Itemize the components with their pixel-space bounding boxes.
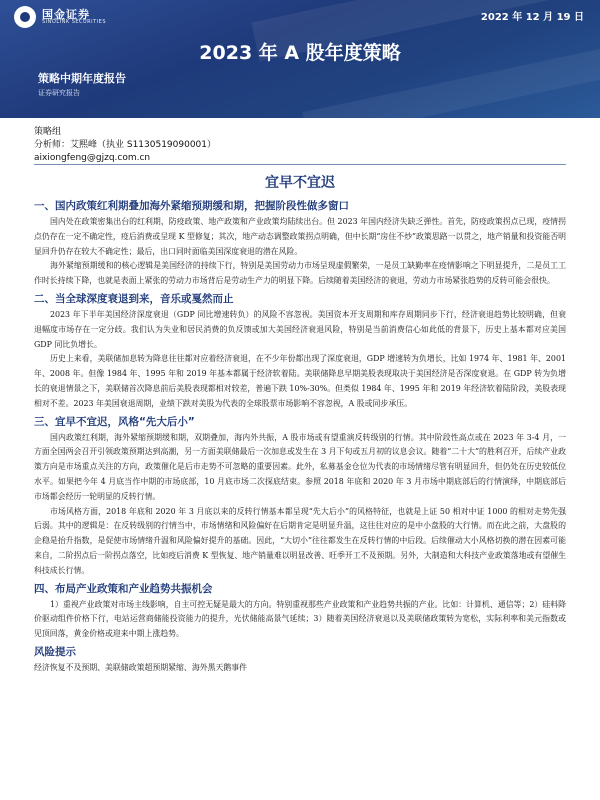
paragraph: 海外紧缩预期缓和的核心逻辑是美国经济的持续下行，特别是美国劳动力市场呈现虚假繁荣，一是员工缺勤率在疫情影响之下明显提升，二是员工工作时长持续下降，也就是表面上紧张的劳动力市场背后是劳动生产力的明显下降。后续随着美国经济的衰退，劳动力市场紧张趋势的反转可能会很快。 [34,261,566,286]
logo-english-name: SINOLINK SECURITIES [42,19,106,26]
risk-heading: 风险提示 [34,645,76,658]
logo-name: 国金证券 [42,7,90,21]
section-heading: 一、国内政策红利期叠加海外紧缩预期缓和期，把握阶段性做多窗口 [34,200,349,212]
paragraph: 2023 年下半年美国经济深度衰退（GDP 同比增速转负）的风险不容忽视。美国资本开支周期和库存周期同步下行，经济衰退趋势比较明确，但衰退幅度市场存在一定分歧。我们认为失业和居民消费的负反馈或加大美国经济衰退风险，特别是当前消费信心如此低的背景下，历史上基本都对应美国 GDP 同比负增长。 [34,309,566,349]
paragraph: 国内政策红利期，海外紧缩预期缓和期，双期叠加，海内外共振，A 股市场或有望重演反转级别的行情。其中阶段性高点或在 2023 年 3-4 月，一方面全国两会召开引领政策预期达到高潮，另一方面美联储最后一次加息或发生在 3 月下旬或五月初的议息会议。随着“二十大”的胜利召开，后续产业政策方向是市场重点关注的方向，政策催化是后市走势不可忽略的重要因素。此外，私募基金仓位为代表的市场情绪尽管有明显回升，但仍处在历史较低位水平。如果把今年 4 月底当作中期的市场底部，10 月底市场二次探底结束。参照 2018 年底和 2020 年 3 月市场中期底部后的行情演绎，中期底部后市场都会经历一轮明显的反转行情。 [34,432,566,501]
report-category: 证券研究报告 [38,89,80,97]
paragraph: 历史上来看，美联储加息转为降息往往都对应着经济衰退，在不少年份都出现了深度衰退，GDP 增速转为负增长，比如 1974 年、1981 年、2001 年、2008 年。但像 1984 年、1995 年和 2019 年基本都属于经济软着陆。美联储降息早期美股表现取决于美国经济是否深度衰退。在 GDP 转为负增长的衰退情景之下，美联储首次降息前后美股表现都相对较差，普遍下跌 10%-30%。但类似 1984 年、1995 年和 2019 年经济软着陆阶段，美股表现相对不差。2023 年美国衰退周期，业绩下跌对美股为代表的全球股票市场影响不容忽视，A 股或同步承压。 [34,354,566,408]
divider [34,164,566,165]
analyst-info: 分析师：艾熙峰（执业 S1130519090001） [34,140,217,150]
team-name: 策略组 [34,127,62,137]
paragraph: 市场风格方面，2018 年底和 2020 年 3 月底以来的反转行情基本都呈现“先大后小”的风格特征，也就是上证 50 相对中证 1000 的相对走势先强后弱。其中的逻辑是：在反转级别的行情当中，市场情绪和风险偏好在后期肯定是明显升温，这往往对应的是中小盘股的大行情。而在此之前，大盘股的企稳是抬升指数，是促使市场情绪升温和风险偏好提升的基础。因此，“大切小”往往都发生在反转行情的中后段。后续催动大小风格切换的潜在因素可能来自，二阶拐点后一阶拐点落空，比如疫后消费 K 型恢复、地产销量难以明显改善、旺季开工不及预期。另外，大制造和大科技产业政策落地或有望催生科技成长行情。 [34,506,566,575]
paragraph: 国内处在政策密集出台的红利期，防疫政策、地产政策和产业政策均陆续出台。但 2023 年国内经济失缺乏弹性。首先，防疫政策拐点已现，疫情拐点仍存在一定不确定性，疫后消费或呈现 K 型修复；其次，地产动态调整政策拐点明确，但中长期“房住不炒”政策思路一以贯之，地产销量和投资能否明显回升仍存在较大不确定性；最后，出口同时面临美国深度衰退的潜在风险。 [34,217,566,256]
paragraph: 1）重视产业政策对市场主线影响，自主可控无疑是最大的方向。特别重视那些产业政策和产业趋势共振的产业。比如：计算机、通信等；2）硅料降价驱动组件价格下行，电站运营商储能投资能力的提升，光伏储能高景气延续；3）随着美国经济衰退以及美联储政策转为宽松，实际利率和美元指数或见顶回落，黄金价格或迎来中期上涨趋势。 [34,599,566,639]
analyst-email[interactable]: aixiongfeng@gjzq.com.cn [34,153,151,163]
report-type: 策略中期年度报告 [38,72,126,85]
header-banner [0,0,600,118]
document-title: 宜早不宜迟 [265,175,335,191]
risk-text: 经济恢复不及预期、美联储政策超预期紧缩、海外黑天鹅事件 [34,662,248,672]
section-heading: 四、布局产业政策和产业趋势共振机会 [34,582,213,595]
page-title: 2023 年 A 股年度策略 [199,42,401,64]
report-date: 2022 年 12 月 19 日 [480,12,584,23]
section-heading: 三、宜早不宜迟，风格“先大后小” [34,415,195,428]
author-block [34,126,216,165]
report-body [34,196,566,676]
company-logo [14,6,106,28]
section-heading: 二、当全球深度衰退到来，音乐或戛然而止 [34,292,234,305]
logo-icon [14,6,36,28]
